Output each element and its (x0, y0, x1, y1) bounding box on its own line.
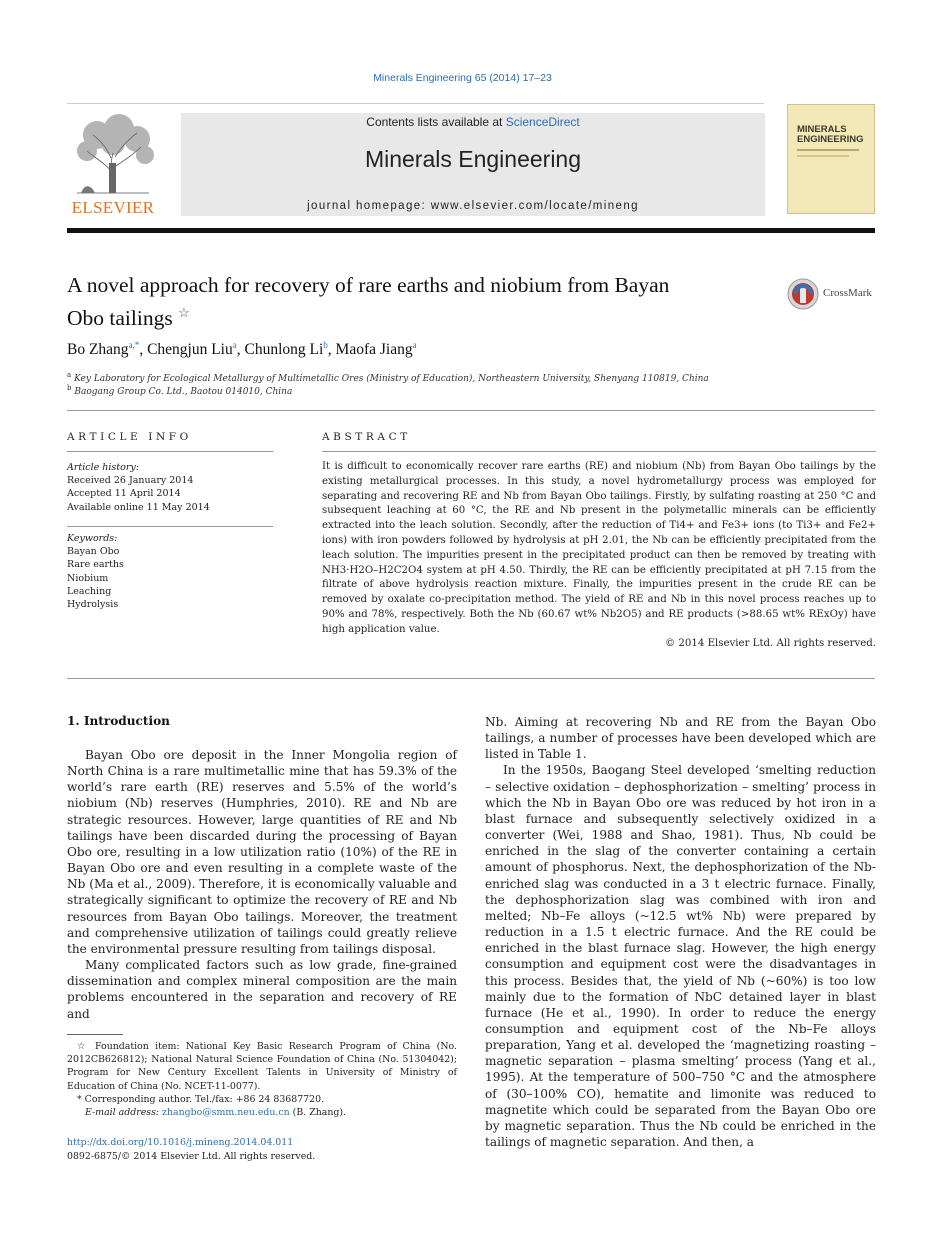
contents-prefix: Contents lists available at (366, 115, 506, 129)
footnotes (67, 1040, 457, 1119)
author-list (67, 340, 417, 359)
keyword: Rare earths (67, 559, 124, 571)
journal-cover-thumbnail[interactable] (787, 104, 875, 214)
header-divider (67, 103, 764, 104)
keyword: Niobium (67, 572, 109, 584)
abstract-heading: ABSTRACT (322, 431, 411, 443)
paragraph: Many complicated factors such as low grade, fine-grained dissemination and complex mineral composition are the main problems encountered in the separation and recovery of RE and (67, 958, 457, 1021)
corresponding-author-footnote: * Corresponding author. Tel./fax: +86 24 83687720. (77, 1093, 325, 1105)
author[interactable]: Chengjun Liu$^a$, (147, 340, 245, 359)
keyword: Hydrolysis (67, 599, 119, 611)
divider (322, 451, 876, 452)
abstract-copyright: © 2014 Elsevier Ltd. All rights reserved. (664, 638, 876, 649)
paragraph: In the 1950s, Baogang Steel developed ‘smelting reduction – selective oxidation – dephosphorization – smelting’ process in which the Nb in Bayan Obo ore was reduced by hot iron in a blast furnace and subsequently selectively oxidized in a converter (Wei, 1988 and Shao, 1981). Thus, Nb could be enriched in the slag of the converter containing a certain amount of phosphorus. Next, the dephosphorization of the Nb-enriched slag was conducted in a 3 t electric furnace. Finally, the dephosphorization slag was combined with iron and melted; Nb–Fe alloys (~12.5 wt% Nb) were prepared by reduction in a 1.5 t electric furnace. And the RE could be enriched in the blast furnace slag. However, the high energy consumption and equipment cost were the disadvantages in this process. Besides that, the yield of Nb (~60%) is too low mainly due to the formation of NbC detained layer in blast furnace (He et al., 1990). In order to reduce the energy consumption and equipment cost of the Nb–Fe alloys preparation, Yang et al. developed the ‘magnetizing roasting – magnetic separation – plasma smelting’ process (Yang et al., 1995). At the temperature of 500–750 °C and the atmosphere of (30–100% CO), hematite and limonite was reduced to magnetite which could be separated from the Bayan Obo ore by magnetic separation. Thus the Nb could be enriched in the tailings of magnetic separation. And then, a (485, 763, 876, 1150)
contents-line (181, 115, 765, 129)
divider (67, 451, 273, 452)
footnote-rule (67, 1034, 123, 1035)
author[interactable]: Bo Zhang$^{a,*}$, (67, 340, 148, 359)
publisher-wordmark: ELSEVIER (71, 198, 155, 217)
article-history: Article history: Received 26 January 2014 Accepted 11 April 2014 Available online 11 May 2014 (67, 462, 210, 513)
crossmark-badge[interactable] (787, 278, 877, 310)
crossmark-icon (787, 278, 819, 310)
article-info-heading: ARTICLE INFO (67, 431, 192, 443)
title-footnote-mark[interactable]: ☆ (178, 305, 190, 320)
intro-right-column (485, 714, 876, 1150)
intro-left-column (67, 747, 457, 1022)
paragraph: Nb. Aiming at recovering Nb and RE from the Bayan Obo tailings, a number of processes have been developed which are listed in Table 1. (485, 715, 876, 762)
issn-line: 0892-6875/© 2014 Elsevier Ltd. All rights reserved. (67, 1150, 316, 1162)
keyword: Bayan Obo (67, 546, 120, 558)
divider (67, 410, 875, 411)
journal-reference[interactable]: Minerals Engineering 65 (2014) 17–23 (373, 72, 552, 84)
cover-rule (797, 149, 859, 151)
author[interactable]: Chunlong Li$^b$, (244, 340, 336, 359)
keyword: Leaching (67, 585, 112, 597)
sciencedirect-link[interactable]: ScienceDirect (505, 115, 580, 129)
header-thick-rule (67, 228, 875, 233)
funding-footnote: ☆ Foundation item: National Key Basic Research Program of China (No. 2012CB626812); National Natural Science Foundation of China (No. 51304042); Program for New Century Excellent Talents in University of Ministry of Education of China (No. NCET-11-0077). (67, 1041, 457, 1092)
affiliation-b: $^b$ Baogang Group Co. Ltd., Baotou 014010, China (67, 384, 293, 397)
doi-link[interactable]: http://dx.doi.org/10.1016/j.mineng.2014.04.011 (67, 1137, 294, 1148)
journal-homepage[interactable]: journal homepage: www.elsevier.com/locate/mineng (307, 200, 639, 212)
crossmark-label: CrossMark (823, 287, 872, 299)
email-link[interactable]: zhangbo@smm.neu.edu.cn (162, 1107, 290, 1119)
abstract-text: It is difficult to economically recover rare earths (RE) and niobium (Nb) from Bayan Obo tailings by the existing metallurgical processes. In this study, a novel hydrometallurgy process was employed for separating and recovering RE and Nb from Bayan Obo tailings. Firstly, by sulfating roasting at 250 °C and subsequent leaching at 60 °C, the RE and Nb present in the polymetallic minerals can be efficiently extracted into the leach solution. Secondly, after the reduction of Ti4+ and Fe3+ ions (to Ti3+ and Fe2+ ions) with iron powders followed by hydrolysis at pH 2.01, the Nb can be efficiently precipitated from the leach solution. The impurities present in the precipitated product can then be removed by treating with NH3·H2O–H2C2O4 system at pH 4.50. Thirdly, the RE can be efficiently precipitated at pH 7.15 from the filtrate of above hydrolysis reaction mixture. Finally, the impurities present in the crude RE can be removed by oxalate co-precipitation method. The yield of RE and Nb in this novel process reaches up to 90% and 78%, respectively. Both the Nb (60.67 wt% Nb2O5) and RE products (>88.65 wt% RExOy) have high application value. (322, 461, 876, 635)
journal-title: Minerals Engineering (364, 146, 582, 172)
paragraph: Bayan Obo ore deposit in the Inner Mongolia region of North China is a rare multimetallic mine that has 59.3% of the world’s rare earth (RE) reserves and 5.5% of the world’s niobium (Nb) reserves (Humphries, 2010). RE and Nb are strategic resources. However, large quantities of RE and Nb tailings have been discarded during the processing of Bayan Obo ore, resulting in a low utilization ratio (10%) of the RE in Bayan Obo ore and even resulting in a complete waste of the Nb (Ma et al., 2009). Therefore, it is economically valuable and strategically significant to optimize the recovery of RE and Nb resources from Bayan Obo tailings. Moreover, the treatment and comprehensive utilization of tailings could greatly relieve the environmental pressure resulting from tailings disposal. (67, 748, 457, 956)
author[interactable]: Maofa Jiang$^a$ (335, 340, 417, 359)
email-footnote: E-mail address: zhangbo@smm.neu.edu.cn (B. Zhang). (85, 1107, 347, 1119)
keywords: Keywords: Bayan Obo Rare earths Niobium Leaching Hydrolysis (67, 532, 273, 611)
divider (67, 526, 273, 527)
affiliation-a: $^a$ Key Laboratory for Ecological Metallurgy of Multimetallic Ores (Ministry of Education), Northeastern University, Shenyang 110819, China (67, 371, 709, 384)
section-heading: 1. Introduction (67, 714, 170, 728)
doi-block (67, 1136, 315, 1163)
cover-rule (797, 155, 849, 157)
cover-title: MINERALS ENGINEERING (797, 124, 864, 145)
article-title: A novel approach for recovery of rare earths and niobium from Bayan Obo tailings ☆ (67, 273, 670, 331)
divider (67, 678, 875, 679)
